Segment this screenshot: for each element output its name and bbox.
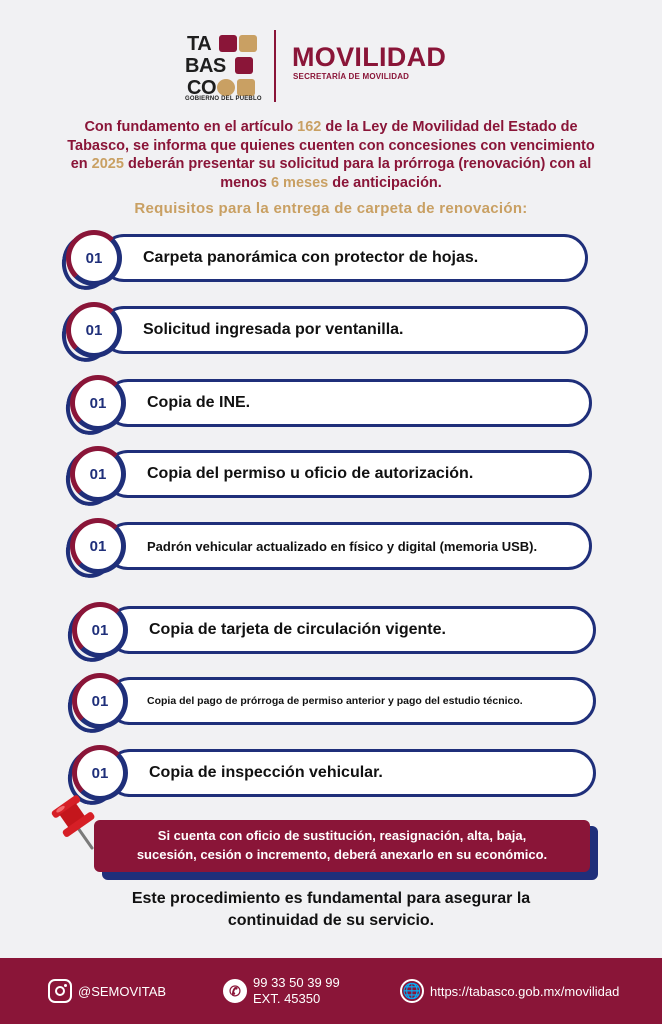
intro-text: deberán presentar su solicitud para la prórroga (renovación) con al menos — [123, 156, 592, 191]
intro-paragraph — [60, 118, 602, 192]
phone-number[interactable]: 99 33 50 39 99 — [253, 975, 340, 990]
requirement-number-badge — [70, 375, 126, 431]
social-handle[interactable]: @SEMOVITAB — [78, 983, 167, 999]
requirement-number-badge — [66, 230, 122, 286]
requirement-number: 01 — [91, 621, 109, 639]
requirement-item — [0, 671, 662, 733]
requirement-item — [0, 600, 662, 662]
requirement-bar — [106, 749, 596, 797]
logo-word-co: CO — [187, 77, 216, 99]
brand-subtitle: SECRETARÍA DE MOVILIDAD — [293, 72, 410, 81]
logo-glyph-icon — [219, 35, 237, 52]
requirement-number-badge — [70, 446, 126, 502]
requirement-bar — [100, 306, 588, 354]
requirement-bar — [100, 234, 588, 282]
logo-word-ta: TA — [187, 33, 212, 55]
requirement-text: Copia del permiso u oficio de autorización. — [147, 465, 474, 482]
requirement-number-badge — [66, 302, 122, 358]
requirement-text: Copia del pago de prórroga de permiso anterior y pago del estudio técnico. — [147, 695, 523, 707]
note-line: Si cuenta con oficio de sustitución, reasignación, alta, baja, — [157, 828, 527, 843]
requirement-text: Copia de INE. — [147, 394, 251, 411]
closing-line: Este procedimiento es fundamental para asegurar la — [131, 890, 531, 907]
requirement-text: Copia de tarjeta de circulación vigente. — [149, 621, 446, 638]
logo-word-bas: BAS — [185, 55, 226, 77]
requirement-text: Solicitud ingresada por ventanilla. — [143, 321, 404, 338]
footer-phone[interactable] — [223, 975, 340, 1007]
requirement-number-badge — [72, 602, 128, 658]
requirement-text: Padrón vehicular actualizado en físico y digital (memoria USB). — [147, 538, 538, 554]
requirement-item — [0, 373, 662, 435]
header — [0, 24, 662, 104]
intro-text: de la Ley de Movilidad del Estado de Tabasco, se informa que quienes cuenten con concesiones con vencimiento en — [67, 119, 595, 172]
logo-glyph-icon — [235, 57, 253, 74]
requirement-bar — [104, 450, 592, 498]
requirement-number-badge — [72, 673, 128, 729]
requirement-number: 01 — [89, 394, 107, 412]
header-divider — [274, 30, 276, 102]
footer — [0, 958, 662, 1024]
brand-title: MOVILIDAD — [292, 42, 447, 72]
footer-social[interactable] — [48, 979, 166, 1003]
requirement-bar — [106, 606, 596, 654]
note-line: sucesión, cesión o incremento, deberá anexarlo en su económico. — [136, 847, 548, 862]
intro-year: 2025 — [91, 156, 124, 172]
requirement-item — [0, 516, 662, 578]
footer-website[interactable] — [400, 979, 619, 1003]
logo-glyph-icon — [239, 35, 257, 52]
website-link[interactable]: https://tabasco.gob.mx/movilidad — [430, 983, 620, 999]
requirement-number: 01 — [91, 692, 109, 710]
requirement-bar — [104, 379, 592, 427]
phone-extension: EXT. 45350 — [253, 991, 321, 1006]
requirement-text: Copia de inspección vehicular. — [149, 764, 383, 781]
requirement-item — [0, 228, 662, 290]
requirement-number-badge — [70, 518, 126, 574]
requirement-number: 01 — [89, 537, 107, 555]
requirement-item — [0, 300, 662, 362]
closing-line: continuidad de su servicio. — [227, 912, 435, 929]
requirement-bar — [106, 677, 596, 725]
requirements-title: Requisitos para la entrega de carpeta de renovación: — [134, 200, 528, 217]
phone-icon: ✆ — [223, 979, 247, 1003]
tabasco-logo — [185, 30, 265, 102]
closing-statement — [60, 888, 602, 932]
requirement-number: 01 — [91, 764, 109, 782]
logo-subtitle: GOBIERNO DEL PUEBLO — [185, 96, 262, 102]
globe-icon: 🌐 — [400, 979, 424, 1003]
logo-glyph-icon — [217, 79, 235, 96]
logo-glyph-icon — [237, 79, 255, 96]
requirement-text: Carpeta panorámica con protector de hojas. — [143, 249, 479, 266]
intro-months: 6 meses — [270, 174, 329, 191]
requirement-bar — [104, 522, 592, 570]
intro-text: de anticipación. — [328, 174, 442, 191]
attachment-note — [94, 820, 590, 872]
intro-article-number: 162 — [297, 119, 322, 135]
requirement-item — [0, 444, 662, 506]
requirement-number: 01 — [85, 249, 103, 267]
intro-text: Con fundamento en el artículo — [84, 119, 298, 135]
requirement-number: 01 — [89, 465, 107, 483]
instagram-icon — [48, 979, 72, 1003]
pushpin-icon — [44, 790, 114, 860]
requirement-number: 01 — [85, 321, 103, 339]
